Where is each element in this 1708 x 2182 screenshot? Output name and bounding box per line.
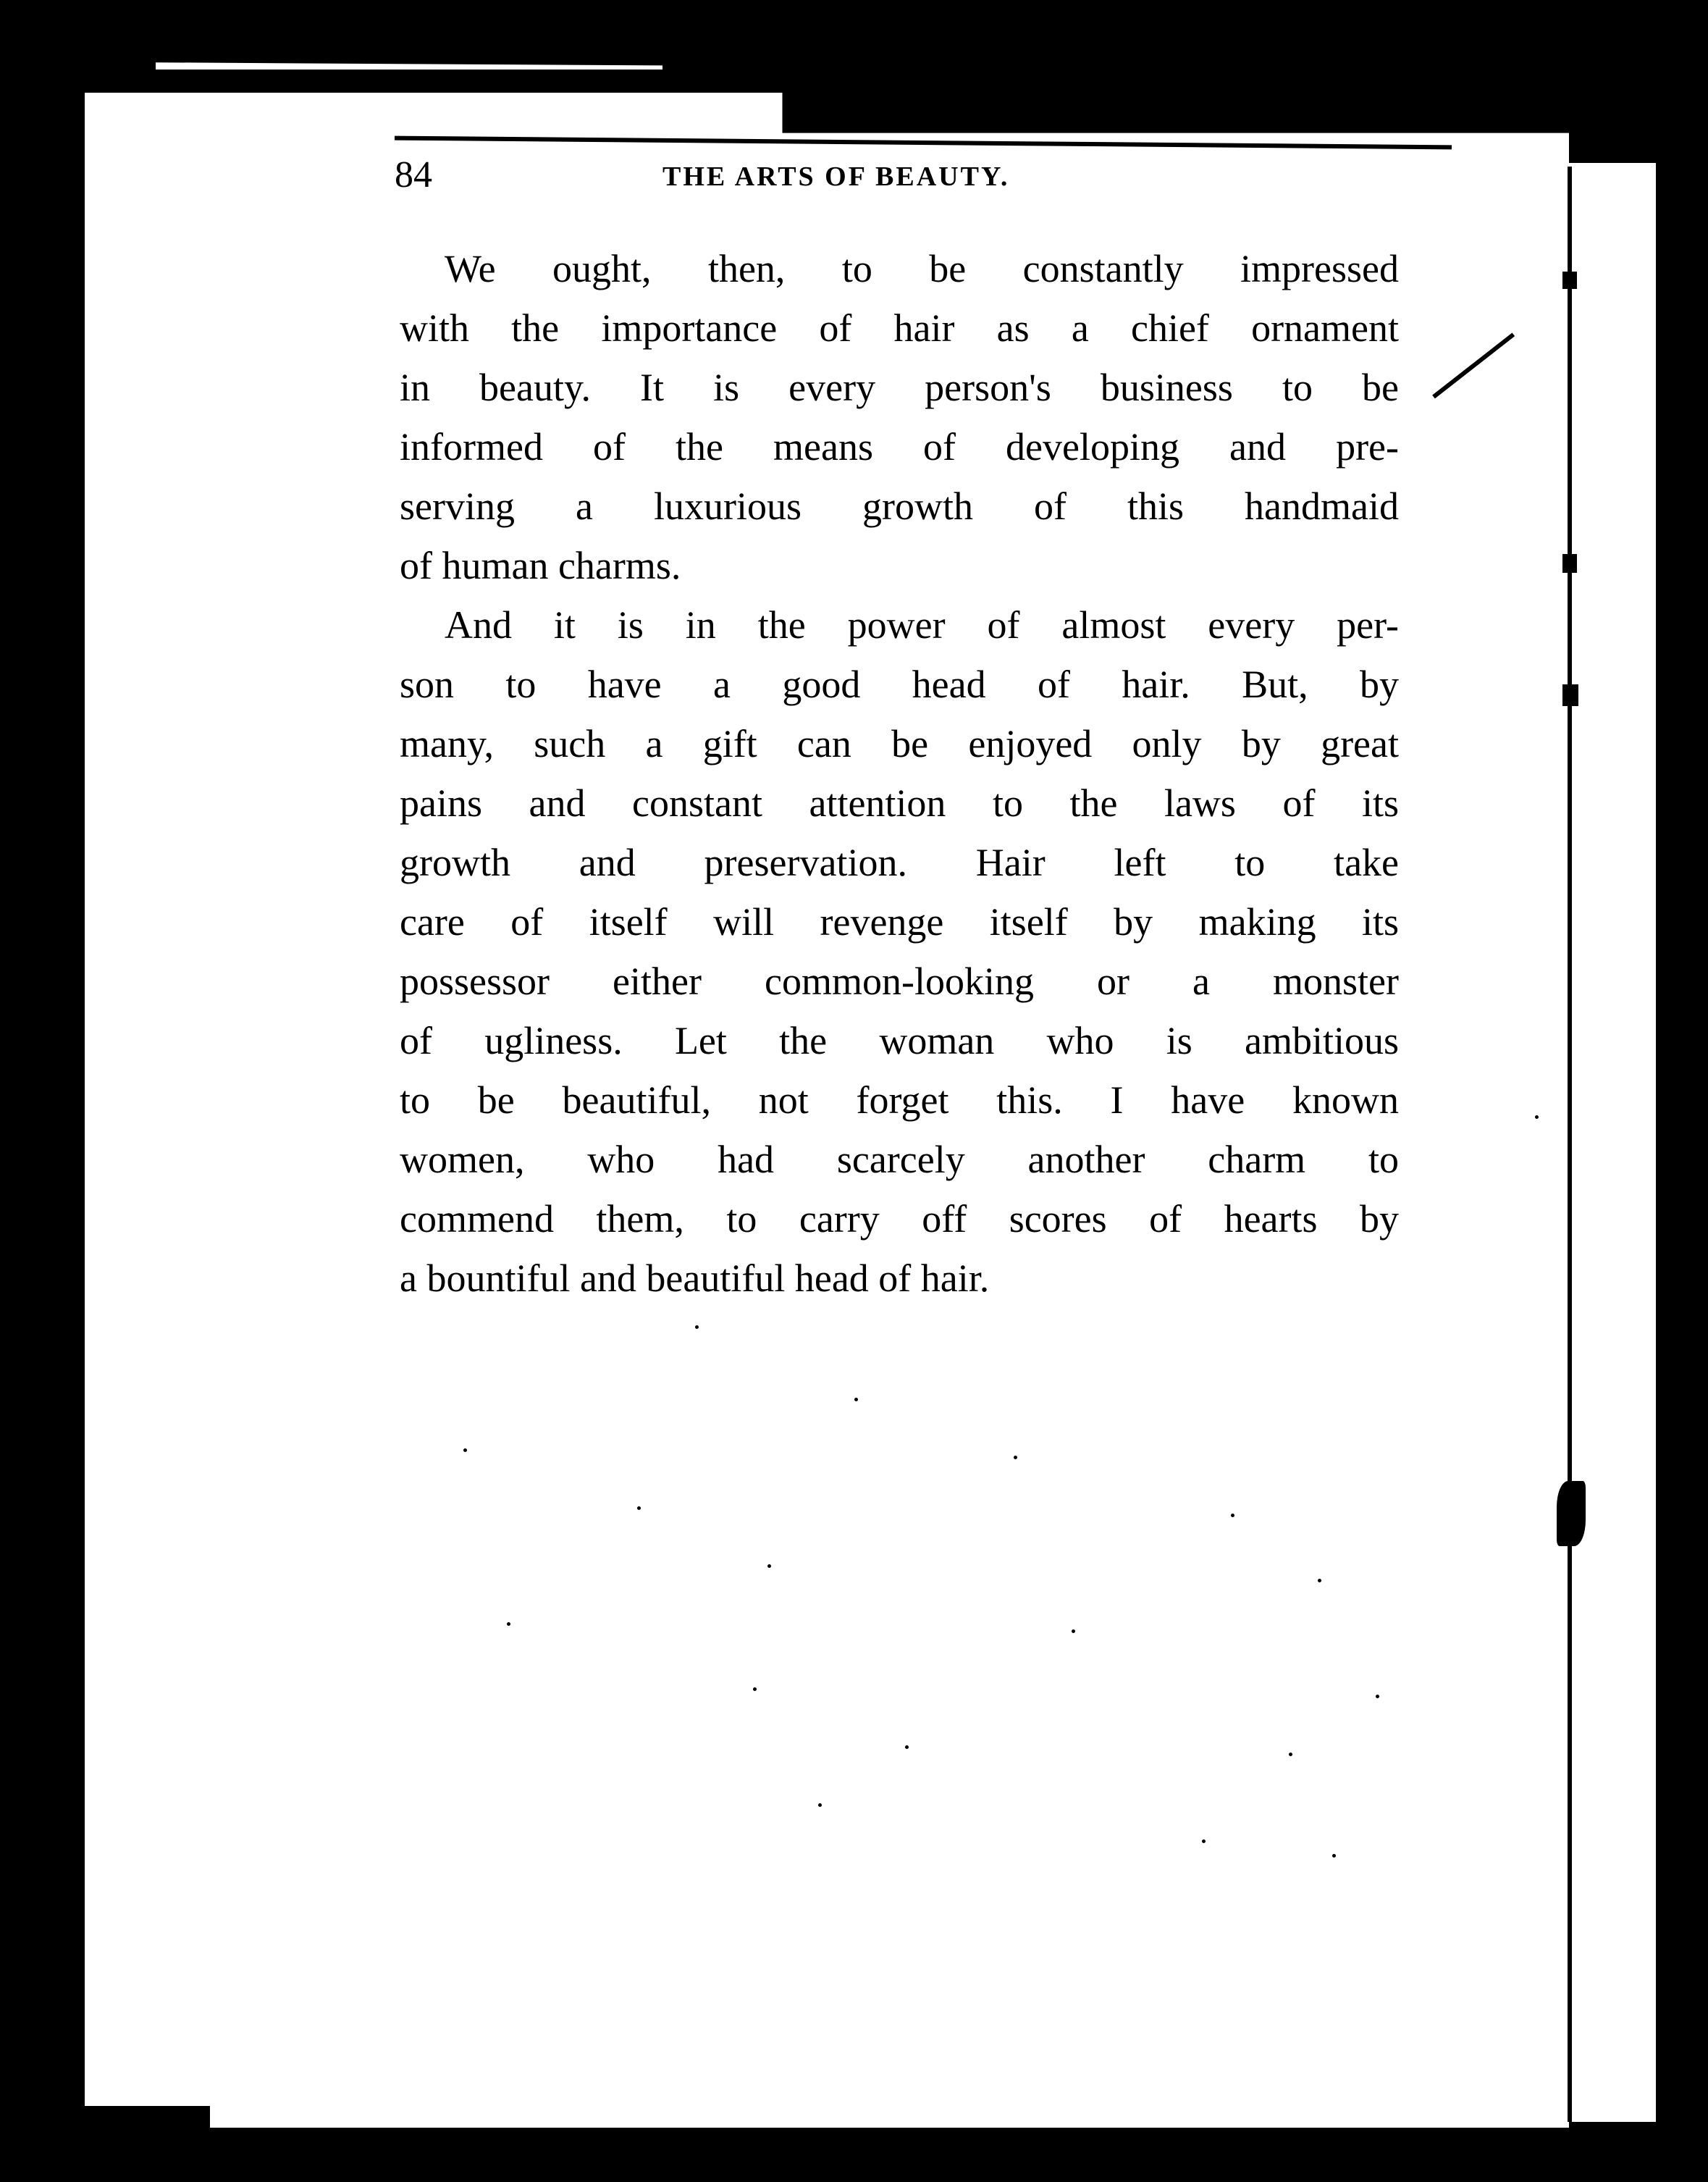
text-line: care of itself will revenge itself by making its [400,900,1399,944]
text-line: women, who had scarcely another charm to [400,1138,1399,1181]
binding-mark [1562,554,1577,573]
text-line: many, such a gift can be enjoyed only by great [400,722,1399,765]
text-line: of human charms. [400,544,681,587]
binding-mark [1562,684,1578,706]
text-line: commend them, to carry off scores of hearts by [400,1197,1399,1241]
binding-margin [1569,163,1656,2122]
running-title: THE ARTS OF BEAUTY. [662,161,1010,192]
speck [1202,1839,1206,1843]
paragraph [400,239,1399,595]
speck [767,1564,771,1568]
speck [637,1506,641,1510]
text-line: possessor either common-looking or a monster [400,960,1399,1003]
binding-gutter-line [1568,167,1572,2122]
speck [463,1448,467,1452]
speck [1376,1695,1379,1698]
text-line: son to have a good head of hair. But, by [400,663,1399,706]
text-line: informed of the means of developing and pre- [400,425,1399,469]
speck [1231,1514,1234,1517]
text-line: to be beautiful, not forget this. I have known [400,1078,1399,1122]
speck [818,1803,822,1807]
paragraph [400,595,1399,1308]
body-text [400,239,1399,1308]
text-line: We ought, then, to be constantly impressed [445,247,1399,290]
speck [905,1745,909,1749]
text-line: with the importance of hair as a chief ornament [400,306,1399,350]
running-head [395,154,1394,197]
text-line: And it is in the power of almost every per- [445,603,1399,647]
speck [854,1398,858,1401]
speck [463,2144,467,2147]
page-number: 84 [395,154,432,196]
speck [1318,1579,1321,1582]
page-bottom-edge [210,2106,1569,2128]
text-line: in beauty. It is every person's business to be [400,366,1399,409]
text-line: growth and preservation. Hair left to take [400,841,1399,884]
speck [1535,1115,1539,1119]
binding-mark [1557,1481,1586,1546]
speck [695,1325,699,1329]
speck [507,1622,510,1626]
binding-mark [1562,272,1577,289]
speck [1014,1456,1017,1459]
text-line: pains and constant attention to the laws of its [400,781,1399,825]
speck [1289,1753,1292,1756]
text-line: a bountiful and beautiful head of hair. [400,1256,990,1300]
text-line: serving a luxurious growth of this handmaid [400,484,1399,528]
text-line: of ugliness. Let the woman who is ambitious [400,1019,1399,1062]
speck [753,1687,757,1691]
speck [1072,1629,1075,1633]
speck [1332,1854,1336,1858]
